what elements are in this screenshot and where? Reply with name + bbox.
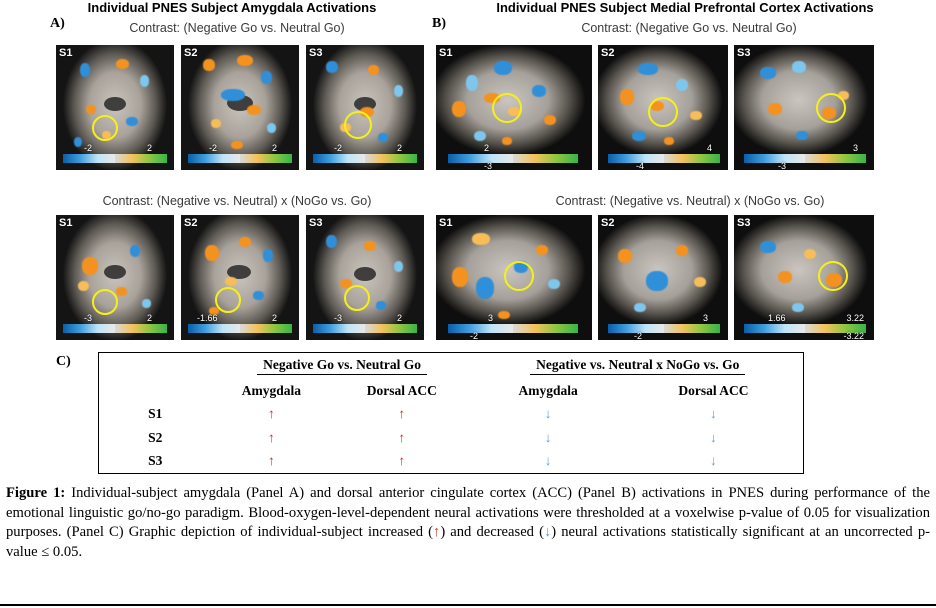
cbar-b2-s3-inner-left: 1.66 (768, 313, 786, 323)
panel-b-title: Individual PNES Subject Medial Prefrontal Cortex Activations (496, 0, 874, 15)
cell-s3-dacc-2: ↓ (710, 453, 717, 469)
subject-label-a1-s3: S3 (309, 47, 323, 59)
subject-label-b1-s2: S2 (601, 47, 615, 59)
caption-arrow-down: ↓ (543, 524, 552, 541)
brain-slice-a1-s2 (181, 45, 299, 170)
highlight-circle (344, 111, 372, 139)
cell-s3-dacc-1: ↑ (398, 453, 406, 469)
cbar-b2-s1-left: -2 (470, 331, 479, 340)
table-row (99, 426, 803, 449)
cell-s2-amygdala-2: ↓ (544, 429, 552, 445)
cbar-b1-s3-left: -3 (778, 161, 787, 170)
subject-label-a2-s1: S1 (59, 217, 73, 229)
brain-slice-b1-s2 (598, 45, 728, 170)
cbar-b2-s2-left: -2 (634, 331, 643, 340)
panel-b-label: B) (432, 16, 446, 31)
cbar-a2-s3-right: 2 (396, 313, 402, 323)
row-label-s1: S1 (148, 406, 163, 422)
brain-slice-b1-s1 (436, 45, 592, 170)
cbar-a1-s3-right: 2 (396, 143, 402, 153)
row-label-s3: S3 (148, 453, 163, 469)
brain-slice-a1-s1 (56, 45, 174, 170)
cell-s1-amygdala-2: ↓ (544, 406, 552, 422)
cbar-b1-s2-right: 4 (706, 143, 712, 153)
panel-a-title: Individual PNES Subject Amygdala Activations (87, 0, 377, 15)
cell-s1-amygdala-1: ↑ (267, 406, 275, 422)
brain-slice-b2-s1 (436, 215, 592, 340)
subject-label-b1-s1: S1 (439, 47, 453, 59)
subject-label-b2-s3: S3 (737, 217, 751, 229)
cbar-b2-s2-right: 3 (702, 313, 708, 323)
cbar-a2-s1-right: 2 (146, 313, 152, 323)
row-label-s2: S2 (148, 429, 163, 445)
cbar-a2-s2-right: 2 (271, 313, 277, 323)
subject-label-b2-s2: S2 (601, 217, 615, 229)
bottom-rule (0, 604, 936, 606)
brain-slice-a1-s3 (306, 45, 424, 170)
subject-label-b1-s3: S3 (737, 47, 751, 59)
cbar-b1-s3-right: 3 (852, 143, 858, 153)
cell-s2-dacc-2: ↓ (710, 429, 717, 445)
cbar-b2-s3-left: -3.22 (843, 331, 864, 340)
brain-slice-b2-s3 (734, 215, 874, 340)
cbar-a1-s2-right: 2 (271, 143, 277, 153)
highlight-circle (344, 285, 370, 311)
caption-part-1: Individual-subject amygdala (Panel A) and dorsal anterior cingulate cortex (ACC) (Panel B) activations in PNES during performance of the emotional linguistic go/no-go paradigm. Blood-oxygen-level-dependent neural activations were thresholded at a voxelwise p-value of 0.05 for visualization purposes. (Panel C) Graphic depiction of individual-subject increased ( (6, 485, 930, 541)
brain-slice-b2-s2 (598, 215, 728, 340)
cell-s1-dacc-1: ↑ (398, 406, 406, 422)
subject-label-a2-s2: S2 (184, 217, 198, 229)
cbar-a2-s2-left: -1.66 (197, 313, 218, 323)
figure-caption (6, 484, 930, 562)
highlight-circle (818, 261, 848, 291)
panel-c-table (98, 352, 804, 474)
cbar-a1-s3-left: -2 (334, 143, 343, 153)
cbar-b1-s2-left: -4 (636, 161, 645, 170)
table-column-header-row (99, 379, 803, 402)
subject-label-a1-s2: S2 (184, 47, 198, 59)
subject-label-b2-s1: S1 (439, 217, 453, 229)
highlight-circle (215, 287, 241, 313)
table-row (99, 403, 803, 426)
panel-a-row1-contrast: Contrast: (Negative Go vs. Neutral Go) (129, 21, 345, 35)
panel-a-row2-contrast: Contrast: (Negative vs. Neutral) x (NoGo vs. Go) (102, 194, 372, 208)
brain-slice-b1-s3 (734, 45, 874, 170)
caption-part-3: ) neural activations statistically significant at an uncorrected p-value ≤ 0.05. (6, 524, 930, 560)
caption-part-2: ) and decreased ( (440, 524, 544, 541)
highlight-circle (92, 115, 118, 141)
cbar-a1-s1-left: -2 (84, 143, 93, 153)
highlight-circle (648, 97, 678, 127)
cbar-b1-s1-left: -3 (484, 161, 493, 170)
cbar-b1-s1-right: 2 (484, 143, 490, 153)
cell-s3-amygdala-1: ↑ (267, 453, 275, 469)
table-group-header-row (99, 353, 803, 379)
brain-slice-a2-s3 (306, 215, 424, 340)
subject-label-a1-s1: S1 (59, 47, 73, 59)
subject-label-a2-s3: S3 (309, 217, 323, 229)
cell-s2-dacc-1: ↑ (398, 429, 406, 445)
cell-s1-dacc-2: ↓ (710, 406, 717, 422)
column-header-dacc-1: Dorsal ACC (366, 383, 437, 399)
cbar-a1-s1-right: 2 (146, 143, 152, 153)
table-row (99, 450, 803, 473)
cbar-b2-s3-inner-right: 3.22 (846, 313, 864, 323)
column-header-amygdala-2: Amygdala (518, 383, 578, 399)
column-header-amygdala-1: Amygdala (241, 383, 301, 399)
column-header-dacc-2: Dorsal ACC (678, 383, 749, 399)
cbar-a1-s2-left: -2 (209, 143, 218, 153)
group-header-2: Negative vs. Neutral x NoGo vs. Go (472, 353, 803, 379)
highlight-circle (492, 93, 522, 123)
caption-prefix: Figure 1: (6, 485, 66, 501)
panel-b-row2-contrast: Contrast: (Negative vs. Neutral) x (NoGo vs. Go) (555, 194, 825, 208)
brain-slice-a2-s1 (56, 215, 174, 340)
panel-a-label: A) (50, 16, 65, 31)
cell-s3-amygdala-2: ↓ (544, 453, 552, 469)
highlight-circle (816, 93, 846, 123)
cbar-b2-s1-right: 3 (488, 313, 494, 323)
highlight-circle (504, 261, 534, 291)
brain-slice-a2-s2 (181, 215, 299, 340)
panel-c-label: C) (56, 354, 71, 369)
cbar-a2-s1-left: -3 (84, 313, 93, 323)
cell-s2-amygdala-1: ↑ (267, 429, 275, 445)
highlight-circle (92, 289, 118, 315)
group-header-1: Negative Go vs. Neutral Go (212, 353, 473, 379)
caption-arrow-up: ↑ (433, 524, 441, 541)
cbar-a2-s3-left: -3 (334, 313, 343, 323)
panel-b-row1-contrast: Contrast: (Negative Go vs. Neutral Go) (581, 21, 797, 35)
